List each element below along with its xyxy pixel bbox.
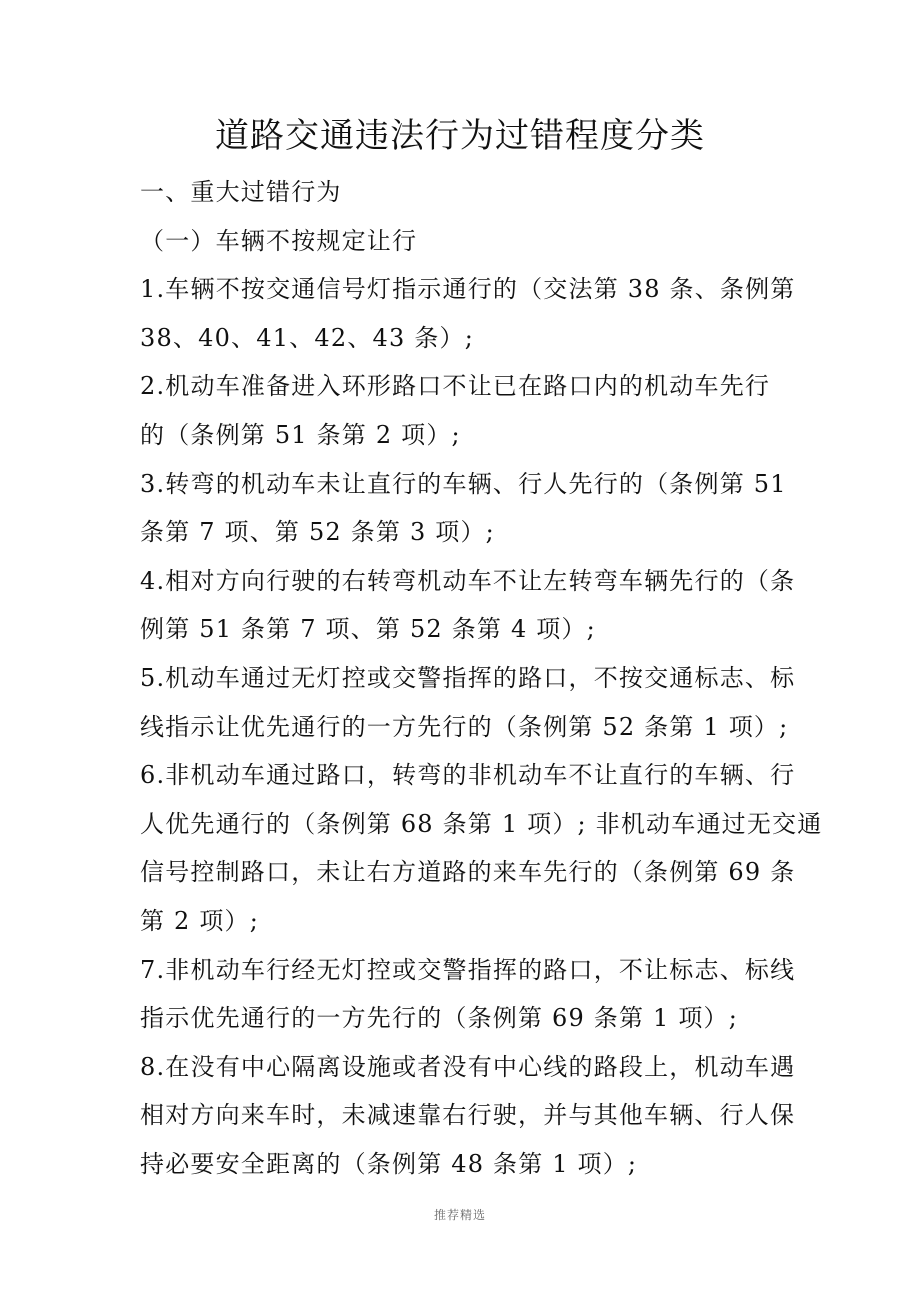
paragraph-line: 指示优先通行的一方先行的（条例第 69 条第 1 项）; [140, 1004, 739, 1033]
page-footer: 推荐精选 [433, 1208, 486, 1222]
document-body [140, 168, 823, 1188]
paragraph-line: 1.车辆不按交通信号灯指示通行的（交法第 38 条、条例第 [140, 275, 796, 304]
paragraph-line: 5.机动车通过无灯控或交警指挥的路口，不按交通标志、标 [140, 663, 796, 692]
paragraph-line: 38、40、41、42、43 条）; [140, 323, 475, 352]
paragraph-line: 人优先通行的（条例第 68 条第 1 项）; 非机动车通过无交通 [140, 809, 823, 838]
paragraph-line: 的（条例第 51 条第 2 项）; [140, 420, 461, 449]
document-title: 道路交通违法行为过错程度分类 [215, 116, 705, 156]
section-heading: 一、重大过错行为 [140, 178, 342, 206]
paragraph-line: 3.转弯的机动车未让直行的车辆、行人先行的（条例第 51 [140, 469, 787, 498]
paragraph-line: 7.非机动车行经无灯控或交警指挥的路口，不让标志、标线 [140, 955, 796, 984]
paragraph-line: 2.机动车准备进入环形路口不让已在路口内的机动车先行 [140, 372, 771, 401]
paragraph-line: 第 2 项）; [140, 906, 260, 935]
paragraph-line: 条第 7 项、第 52 条第 3 项）; [140, 518, 495, 547]
paragraph-line: 信号控制路口，未让右方道路的来车先行的（条例第 69 条 [140, 858, 796, 887]
paragraph-line: 6.非机动车通过路口，转弯的非机动车不让直行的车辆、行 [140, 761, 796, 790]
paragraph-line: 4.相对方向行驶的右转弯机动车不让左转弯车辆先行的（条 [140, 566, 796, 595]
paragraph-line: 相对方向来车时，未减速靠右行驶，并与其他车辆、行人保 [140, 1101, 796, 1130]
paragraph-line: 线指示让优先通行的一方先行的（条例第 52 条第 1 项）; [140, 712, 789, 741]
paragraph-line: 8.在没有中心隔离设施或者没有中心线的路段上，机动车遇 [140, 1052, 796, 1081]
paragraph-line: 例第 51 条第 7 项、第 52 条第 4 项）; [140, 615, 596, 644]
paragraph-line: 持必要安全距离的（条例第 48 条第 1 项）; [140, 1149, 638, 1178]
subsection-heading: （一）车辆不按规定让行 [140, 226, 418, 255]
